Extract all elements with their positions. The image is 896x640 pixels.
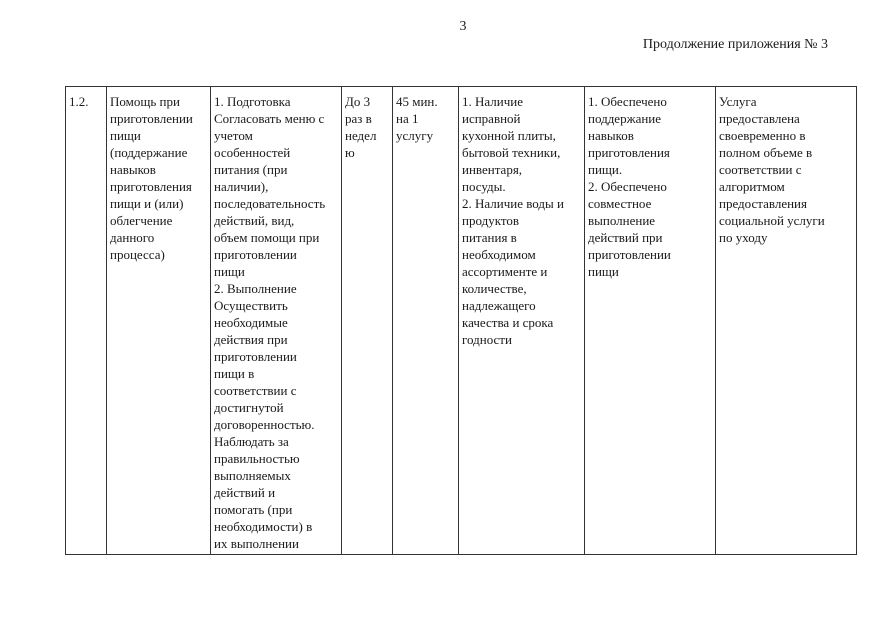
- page-number: 3: [459, 19, 467, 34]
- service-name-cell: [107, 87, 211, 555]
- row-number: 1.2.: [69, 94, 89, 109]
- evaluation-text: Услуга предоставлена своевременно в полном объеме в соответствии с алгоритмом предоставления социальной услуги по уходу: [719, 94, 825, 245]
- row-number-cell: [66, 87, 107, 555]
- evaluation-cell: [716, 87, 857, 555]
- procedure-cell: [211, 87, 342, 555]
- duration-cell: [393, 87, 459, 555]
- indicators-text: 1. Обеспечено поддержание навыков приготовления пищи. 2. Обеспечено совместное выполнение действий при приготовлении пищи: [588, 94, 671, 279]
- service-table: [65, 86, 857, 555]
- frequency-text: До 3 раз в недел ю: [345, 94, 377, 160]
- conditions-text: 1. Наличие исправной кухонной плиты, бытовой техники, инвентаря, посуды. 2. Наличие воды и продуктов питания в необходимом ассортименте и количестве, надлежащего качества и срока годности: [462, 94, 564, 347]
- conditions-cell: [459, 87, 585, 555]
- continuation-caption: Продолжение приложения № 3: [642, 37, 828, 52]
- indicators-cell: [585, 87, 716, 555]
- table-row: [66, 87, 857, 555]
- procedure-text: 1. Подготовка Согласовать меню с учетом особенностей питания (при наличии), последовательность действий, вид, объем помощи при приготовлении пищи 2. Выполнение Осуществить необходимые действия при приготовлении пищи в соответствии с достигнутой договоренностью. Наблюдать за правильностью выполняемых действий и помогать (при необходимости) в их выполнении: [214, 94, 326, 551]
- duration-text: 45 мин. на 1 услугу: [396, 94, 438, 143]
- service-name: Помощь при приготовлении пищи (поддержание навыков приготовления пищи и (или) облегчение данного процесса): [110, 94, 193, 262]
- frequency-cell: [342, 87, 393, 555]
